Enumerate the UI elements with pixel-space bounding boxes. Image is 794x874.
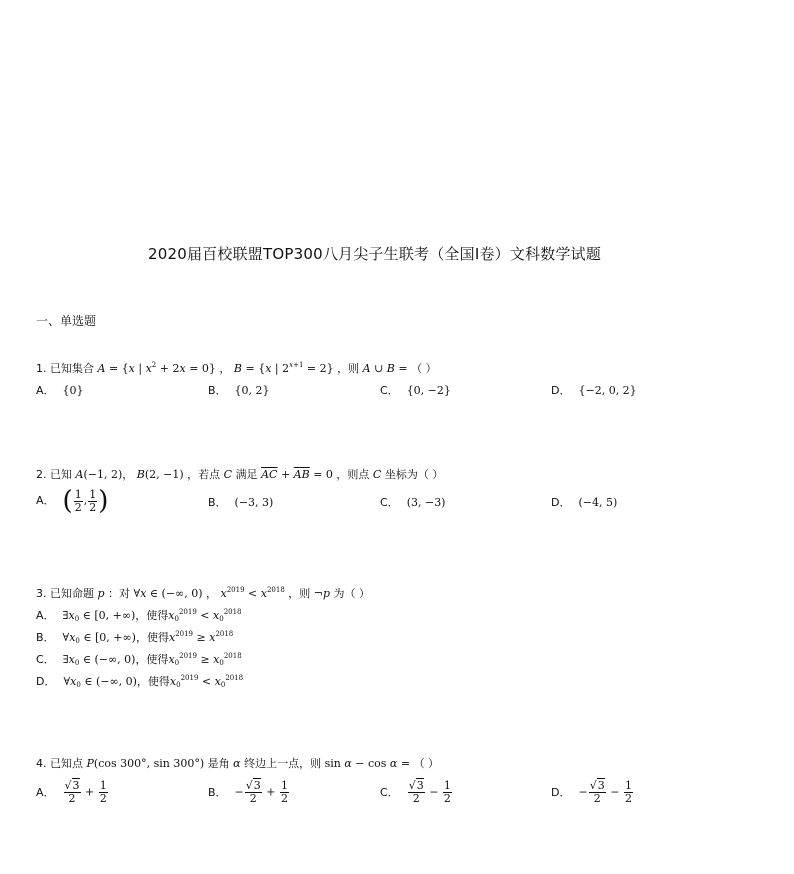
q3-p: p	[97, 587, 105, 600]
q2-option-d[interactable]: D． (−4, 5)	[551, 496, 618, 509]
q1-stem-d: （ ）	[411, 362, 437, 375]
q1-stem-b: ，	[219, 362, 231, 375]
q4-point: P(cos 300°, sin 300°)	[86, 757, 205, 770]
q2-point-a: A(−1, 2)	[75, 468, 123, 481]
option-mid: ，使得	[136, 675, 170, 688]
option-label: A．	[36, 494, 55, 507]
q1-option-a[interactable]: A． {0}	[36, 384, 84, 397]
option-mid: ，使得	[135, 653, 169, 666]
page-title: 2020届百校联盟TOP300八月尖子生联考（全国I卷）文科数学试题	[148, 245, 602, 263]
q3-option-d[interactable]: D． $\forall x_0$ ∈ (−∞, 0)，使得$x_0^{2019} < x_0^{2018}$	[36, 674, 244, 689]
option-label: B．	[208, 384, 227, 397]
q4-option-a[interactable]: A． $\frac{√3}{2}$ + $\frac{1}{2}$	[36, 779, 107, 805]
q2-option-b[interactable]: B． (−3, 3)	[208, 496, 274, 509]
q2-point-b: B(2, −1)	[136, 468, 184, 481]
q1-set-a: A = {x | $x^2 + 2x = 0$}	[97, 361, 216, 375]
option-label: C．	[380, 785, 399, 799]
option-label: A．	[36, 384, 55, 397]
option-label: B．	[36, 631, 55, 644]
q3-option-a[interactable]: A． $\exists x_0$ ∈ [0, +∞)，使得$x_0^{2019} < x_0^{2018}$	[36, 608, 242, 623]
q2-stem-a: 2. 已知	[36, 468, 72, 481]
option-mid: ，使得	[135, 609, 169, 622]
q2-stem-c: 满足	[235, 468, 258, 481]
question-3-stem	[36, 587, 370, 599]
q2-point-c2: C	[372, 468, 382, 481]
q2-option-a[interactable]: A． ( $\frac{1}{2}$ , $\frac{1}{2}$ )	[36, 486, 109, 516]
question-2-stem: 2. 已知 A(−1, 2)， B(2, −1) ，若点 C 满足 $\overline{AC} + \overline{AB} = 0$ ，则点 C 坐标为（ ）	[36, 468, 444, 481]
option-label: A．	[36, 609, 55, 622]
q1-option-b[interactable]: B． {0, 2}	[208, 384, 270, 397]
q1-set-b: B = {x | $2^{x+1} = 2$}	[233, 361, 334, 375]
q4-stem-d: （ ）	[413, 757, 440, 770]
option-label: C．	[380, 384, 399, 397]
q3-stem-e: 为（ ）	[333, 587, 371, 600]
q2-vector-eq: $\overline{AC} + \overline{AB} = 0$	[261, 468, 333, 481]
q3-option-b[interactable]: B． $\forall x_0$ ∈ [0, +∞)，使得$x^{2019} \ge x^{2018}$	[36, 630, 234, 645]
q4-expr: sin α − cos α =	[324, 757, 411, 770]
q4-option-b[interactable]: B． − $\frac{√3}{2}$ + $\frac{1}{2}$	[208, 779, 288, 805]
q4-stem-b: 是角	[207, 757, 230, 770]
q1-expr: A ∪ B =	[362, 362, 408, 375]
option-label: D．	[551, 496, 571, 509]
q3-stem-d: ，则	[288, 587, 311, 600]
question-1-stem	[36, 362, 437, 374]
option-label: D．	[36, 675, 56, 688]
q4-alpha: α	[233, 757, 241, 770]
option-label: C．	[380, 496, 399, 509]
q2-option-c[interactable]: C． (3, −3)	[380, 496, 446, 509]
q1-option-d[interactable]: D． {−2, 0, 2}	[551, 384, 637, 397]
question-4-stem	[36, 758, 439, 769]
q1-option-c[interactable]: C． {0, −2}	[380, 384, 451, 397]
q2-stem-d: ，则点	[336, 468, 370, 481]
q3-stem-a: 3. 已知命题	[36, 587, 94, 600]
q3-ineq: $x^{2019} < x^{2018}$	[220, 586, 285, 600]
q3-stem-b: ：对	[108, 587, 131, 600]
option-label: B．	[208, 785, 227, 799]
option-label: A．	[36, 785, 55, 799]
q4-stem-a: 4. 已知点	[36, 757, 83, 770]
section-heading: 一、单选题	[36, 314, 97, 328]
q3-stem-c: ，	[205, 587, 217, 600]
q2-stem-b: ，若点	[187, 468, 221, 481]
q3-option-c[interactable]: C． $\exists x_0$ ∈ (−∞, 0)，使得$x_0^{2019} \ge x_0^{2018}$	[36, 652, 242, 667]
option-mid: ，使得	[135, 631, 169, 644]
q2-point-c: C	[223, 468, 233, 481]
option-label: C．	[36, 653, 55, 666]
option-label: B．	[208, 496, 227, 509]
q3-negp: ¬p	[313, 587, 331, 600]
q4-option-c[interactable]: C． $\frac{√3}{2}$ − $\frac{1}{2}$	[380, 779, 451, 805]
q4-option-d[interactable]: D． − $\frac{√3}{2}$ − $\frac{1}{2}$	[551, 779, 632, 805]
option-label: D．	[551, 785, 571, 799]
q4-stem-c: 终边上一点，则	[244, 757, 322, 770]
q1-stem-a: 1. 已知集合	[36, 362, 94, 375]
q1-stem-c: ，则	[337, 362, 360, 375]
q2-stem-e: 坐标为（ ）	[384, 468, 444, 481]
q3-cond: ∀x ∈ (−∞, 0)	[133, 587, 203, 600]
option-label: D．	[551, 384, 571, 397]
